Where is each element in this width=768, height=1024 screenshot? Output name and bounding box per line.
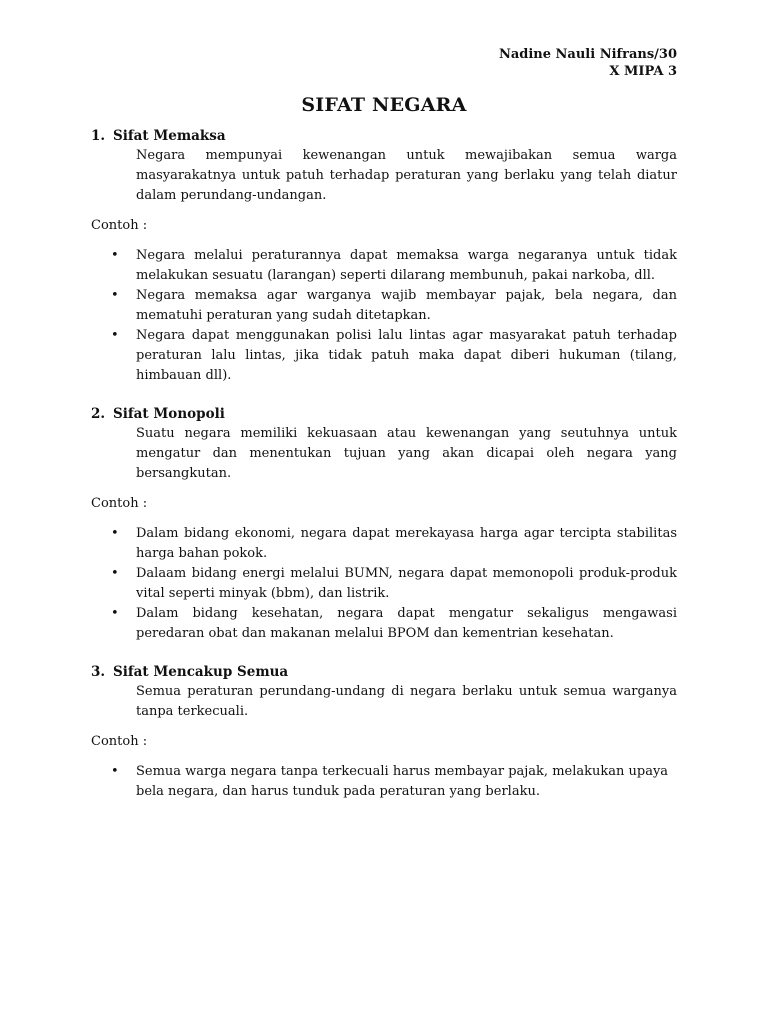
list-item-text: Dalaam bidang energi melalui BUMN, negara dapat memonopoli produk-produk vital seperti minyak (bbm), dan listrik. <box>136 566 677 601</box>
bullet-icon: • <box>111 566 119 581</box>
bullet-icon: • <box>111 764 119 779</box>
section-sifat-mencakup-semua <box>91 662 677 802</box>
list-item <box>91 762 677 802</box>
list-item-text: Dalam bidang kesehatan, negara dapat mengatur sekaligus mengawasi peredaran obat dan makanan melalui BPOM dan kementrian kesehatan. <box>136 606 677 641</box>
example-list <box>91 246 677 386</box>
bullet-icon: • <box>111 248 119 263</box>
list-item-text: Negara dapat menggunakan polisi lalu lintas agar masyarakat patuh terhadap peraturan lalu lintas, jika tidak patuh maka dapat diberi hukuman (tilang, himbauan dll). <box>136 328 677 383</box>
list-item <box>91 604 677 644</box>
contoh-label: Contoh : <box>91 734 148 749</box>
section-sifat-monopoli <box>91 404 677 644</box>
list-item-text: Dalam bidang ekonomi, negara dapat merekayasa harga agar tercipta stabilitas harga bahan pokok. <box>136 526 677 561</box>
list-item-text: Negara melalui peraturannya dapat memaksa warga negaranya untuk tidak melakukan sesuatu (larangan) seperti dilarang membunuh, pakai narkoba, dll. <box>136 248 677 283</box>
section-description: Semua peraturan perundang-undang di negara berlaku untuk semua warganya tanpa terkecuali. <box>136 684 677 719</box>
section-heading <box>91 662 677 682</box>
list-item <box>91 246 677 286</box>
section-description: Suatu negara memiliki kekuasaan atau kewenangan yang seutuhnya untuk mengatur dan menentukan tujuan yang akan dicapai oleh negara yang bersangkutan. <box>136 426 677 481</box>
section-sifat-memaksa <box>91 126 677 386</box>
list-item <box>91 286 677 326</box>
section-heading <box>91 404 677 424</box>
section-heading <box>91 126 677 146</box>
list-item <box>91 326 677 386</box>
document-title: SIFAT NEGARA <box>301 94 467 116</box>
example-list <box>91 762 677 802</box>
document-header <box>91 46 677 80</box>
section-title: Sifat Mencakup Semua <box>113 664 289 680</box>
section-number: 2. <box>91 406 106 422</box>
section-number: 3. <box>91 664 106 680</box>
bullet-icon: • <box>111 526 119 541</box>
list-item <box>91 524 677 564</box>
bullet-icon: • <box>111 606 119 621</box>
section-title: Sifat Monopoli <box>113 406 225 422</box>
list-item-text: Negara memaksa agar warganya wajib membayar pajak, bela negara, dan mematuhi peraturan yang sudah ditetapkan. <box>136 288 677 323</box>
bullet-icon: • <box>111 328 119 343</box>
contoh-label: Contoh : <box>91 218 148 233</box>
author-line: Nadine Nauli Nifrans/30 <box>498 47 677 62</box>
section-description: Negara mempunyai kewenangan untuk mewajibakan semua warga masyarakatnya untuk patuh terhadap peraturan yang berlaku yang telah diatur dalam perundang-undangan. <box>136 148 677 203</box>
bullet-icon: • <box>111 288 119 303</box>
section-title: Sifat Memaksa <box>113 128 226 144</box>
list-item <box>91 564 677 604</box>
contoh-label: Contoh : <box>91 496 148 511</box>
class-line: X MIPA 3 <box>609 64 677 79</box>
example-list <box>91 524 677 644</box>
list-item-text: Semua warga negara tanpa terkecuali harus membayar pajak, melakukan upaya bela negara, dan harus tunduk pada peraturan yang berlaku. <box>136 764 669 799</box>
section-number: 1. <box>91 128 106 144</box>
